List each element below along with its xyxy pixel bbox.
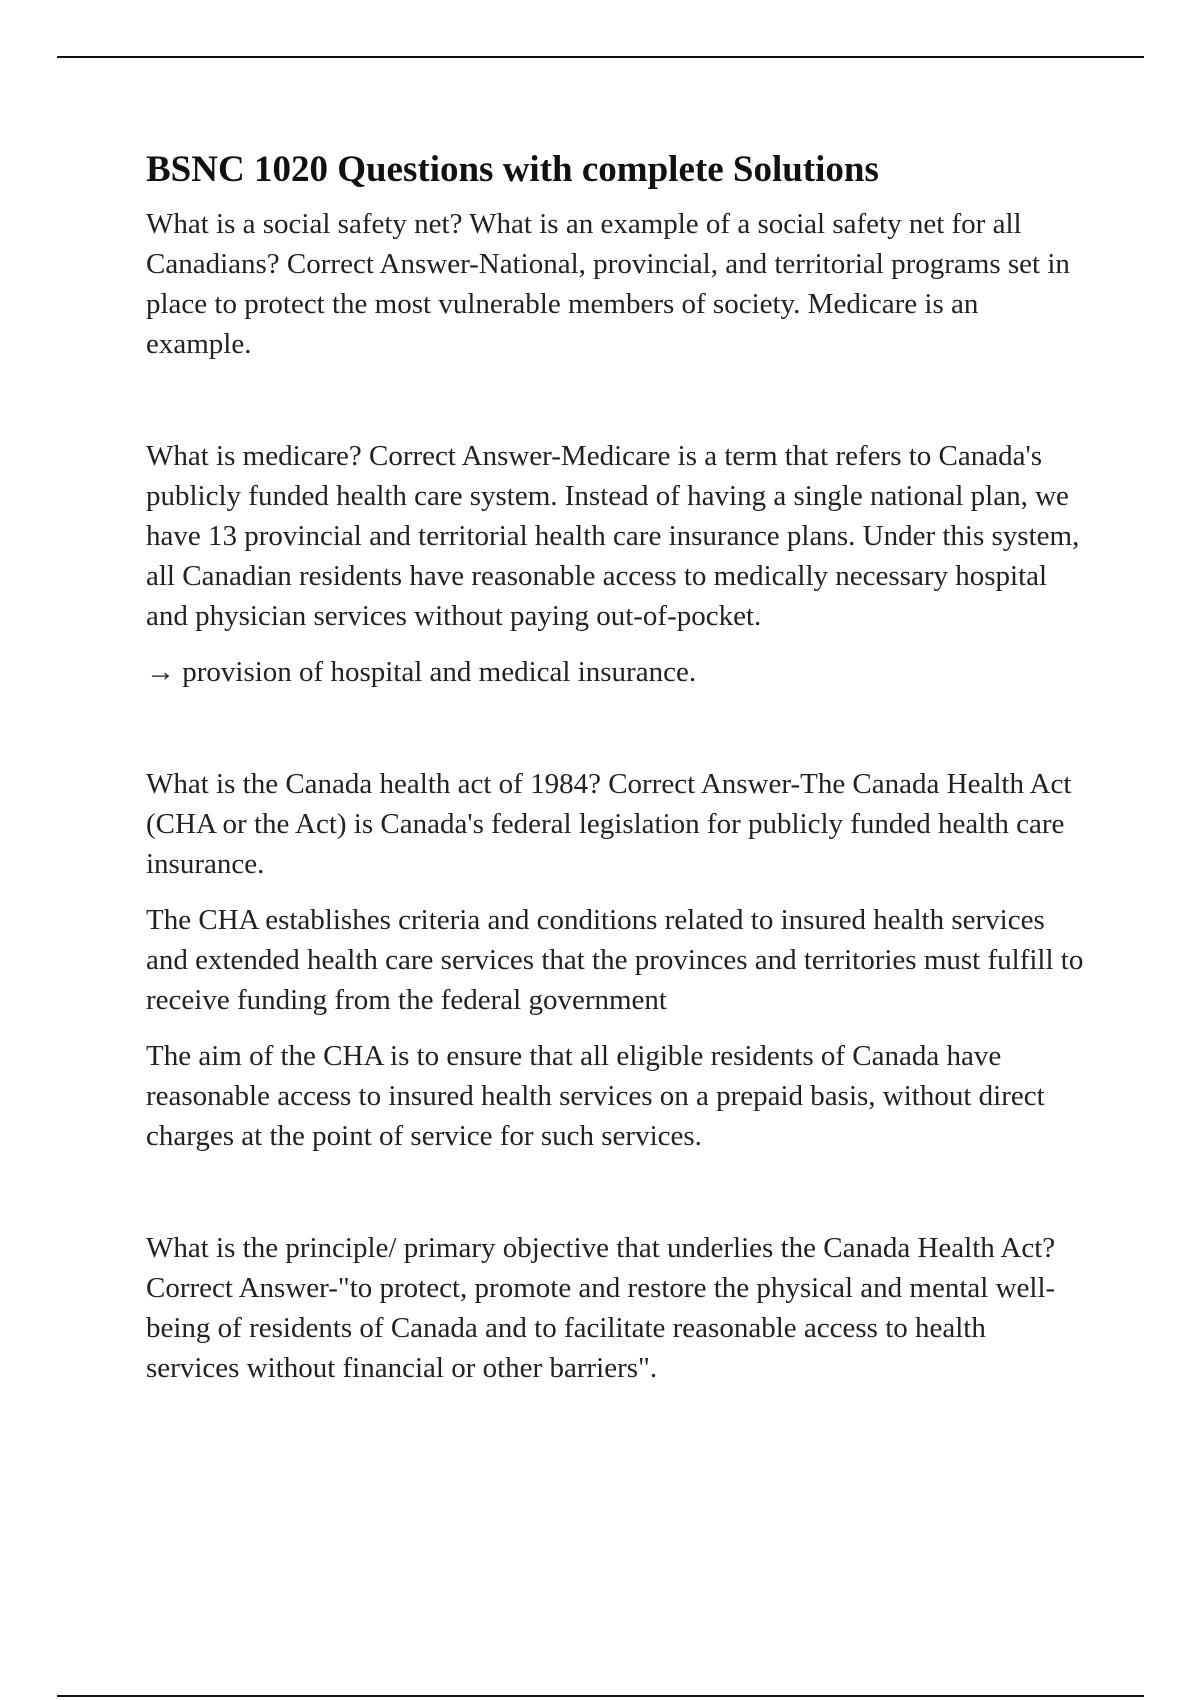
qa-paragraph: The aim of the CHA is to ensure that all eligible residents of Canada have reasonable access to insured health services on a prepaid basis, without direct charges at the point of service for such services. (146, 1040, 1045, 1152)
qa-paragraph: What is the principle/ primary objective that underlies the Canada Health Act? Correct Answer-"to protect, promote and restore the physical and mental well-being of residents of Canada and to facilitate reasonable access to health services without financial or other barriers". (146, 1232, 1056, 1384)
qa-section-4 (146, 1228, 1086, 1388)
qa-paragraph: The CHA establishes criteria and conditions related to insured health services and extended health care services that the provinces and territories must fulfill to receive funding from the federal government (146, 904, 1084, 1016)
qa-section-1 (146, 204, 1086, 364)
bottom-rule (57, 1695, 1144, 1697)
top-rule (57, 56, 1144, 58)
qa-paragraph: What is a social safety net? What is an example of a social safety net for all Canadians? Correct Answer-National, provincial, and territorial programs set in place to protect the most vulnerable members of society. Medicare is an example. (146, 208, 1070, 360)
qa-paragraph: → provision of hospital and medical insurance. (146, 656, 697, 688)
qa-section-3 (146, 764, 1086, 1156)
qa-paragraph: What is the Canada health act of 1984? Correct Answer-The Canada Health Act (CHA or the Act) is Canada's federal legislation for publicly funded health care insurance. (146, 768, 1072, 880)
document-body (146, 144, 1086, 1388)
document-title: BSNC 1020 Questions with complete Solutions (146, 149, 879, 190)
qa-paragraph: What is medicare? Correct Answer-Medicare is a term that refers to Canada's publicly funded health care system. Instead of having a single national plan, we have 13 provincial and territorial health care insurance plans. Under this system, all Canadian residents have reasonable access to medically necessary hospital and physician services without paying out-of-pocket. (146, 440, 1080, 632)
qa-section-2 (146, 436, 1086, 692)
